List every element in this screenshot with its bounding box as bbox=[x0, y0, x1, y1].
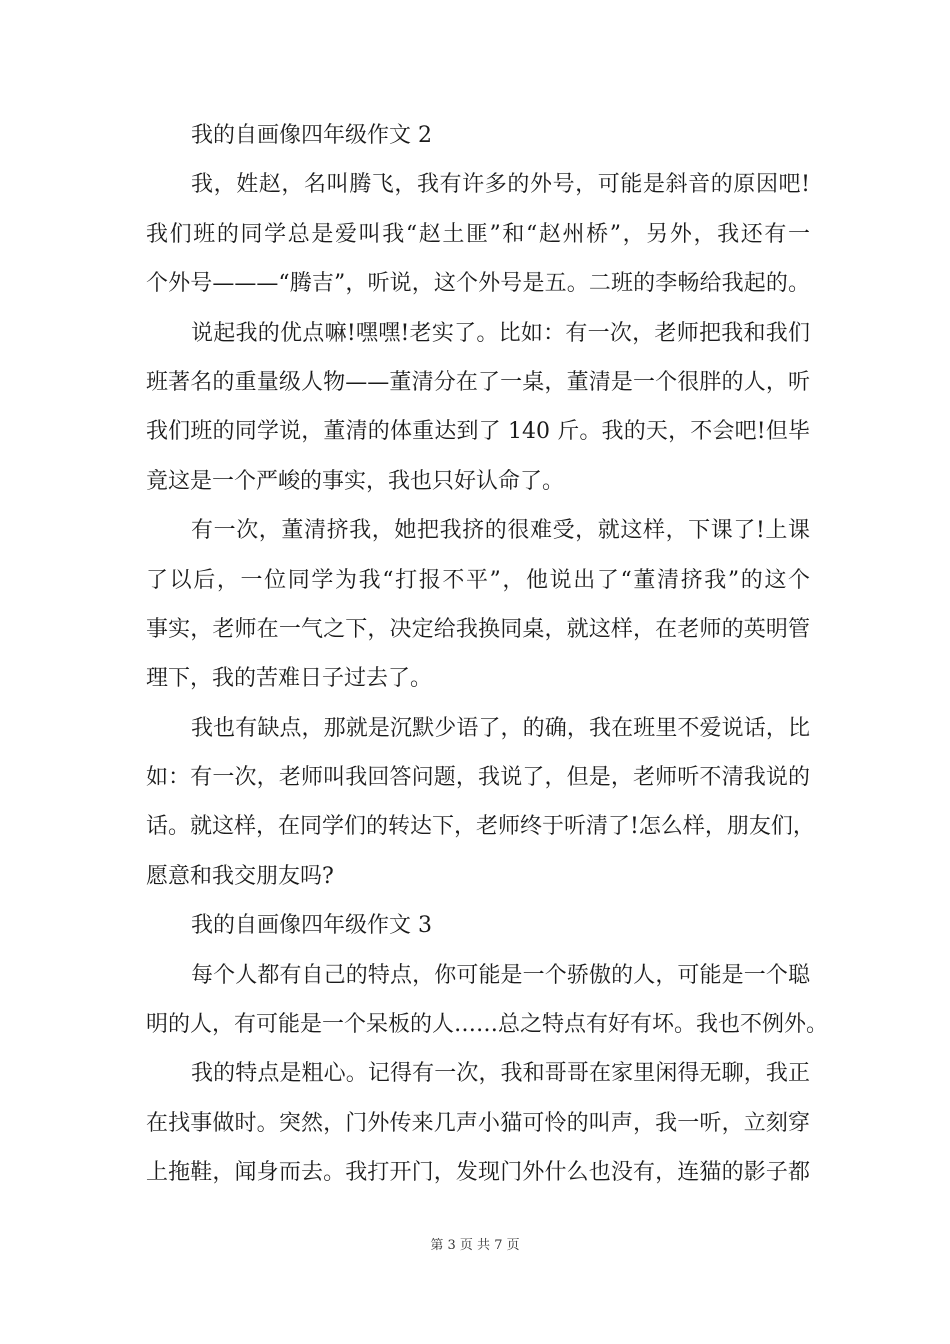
paragraph-line: 我也有缺点，那就是沉默少语了，的确，我在班里不爱说话，比 bbox=[191, 715, 810, 741]
paragraph-line: 理下，我的苦难日子过去了。 bbox=[146, 666, 433, 692]
page-footer: 第 3 页 共 7 页 bbox=[430, 1238, 520, 1253]
paragraph-line: 个外号———“腾吉”，听说，这个外号是五。二班的李畅给我起的。 bbox=[146, 271, 810, 297]
paragraph-line: 话。就这样，在同学们的转达下，老师终于听清了!怎么样，朋友们， bbox=[146, 814, 815, 840]
paragraph-line: 说起我的优点嘛!嘿嘿!老实了。比如：有一次，老师把我和我们 bbox=[191, 320, 810, 346]
paragraph-line: 每个人都有自己的特点，你可能是一个骄傲的人，可能是一个聪 bbox=[191, 962, 810, 988]
paragraph-line: 如：有一次，老师叫我回答问题，我说了，但是，老师听不清我说的 bbox=[146, 765, 810, 791]
paragraph-line: 上拖鞋，闻身而去。我打开门，发现门外什么也没有，连猫的影子都 bbox=[146, 1160, 810, 1186]
paragraph-line: 明的人，有可能是一个呆板的人……总之特点有好有坏。我也不例外。 bbox=[146, 1012, 829, 1038]
heading-essay-2: 我的自画像四年级作文 2 bbox=[191, 123, 432, 148]
paragraph-line: 竟这是一个严峻的事实，我也只好认命了。 bbox=[146, 468, 565, 494]
paragraph-line: 我，姓赵，名叫腾飞，我有许多的外号，可能是斜音的原因吧! bbox=[191, 172, 810, 198]
paragraph-line: 我们班的同学总是爱叫我“赵土匪”和“赵州桥”，另外，我还有一 bbox=[146, 221, 810, 247]
paragraph-line: 事实，老师在一气之下，决定给我换同桌，就这样，在老师的英明管 bbox=[146, 616, 810, 642]
paragraph-line: 愿意和我交朋友吗? bbox=[146, 863, 334, 889]
paragraph-line: 在找事做时。突然，门外传来几声小猫可怜的叫声，我一听，立刻穿 bbox=[146, 1110, 810, 1136]
paragraph-line: 有一次，董清挤我，她把我挤的很难受，就这样，下课了!上课 bbox=[191, 518, 810, 544]
heading-essay-3: 我的自画像四年级作文 3 bbox=[191, 913, 432, 939]
paragraph-line: 了以后，一位同学为我“打报不平”，他说出了“董清挤我”的这个 bbox=[146, 567, 810, 593]
paragraph-line: 班著名的重量级人物——董清分在了一桌，董清是一个很胖的人，听 bbox=[146, 369, 810, 395]
paragraph-line: 我们班的同学说，董清的体重达到了 140 斤。我的天，不会吧!但毕 bbox=[146, 419, 810, 445]
paragraph-line: 我的特点是粗心。记得有一次，我和哥哥在家里闲得无聊，我正 bbox=[191, 1061, 810, 1087]
document-body bbox=[146, 111, 829, 1198]
